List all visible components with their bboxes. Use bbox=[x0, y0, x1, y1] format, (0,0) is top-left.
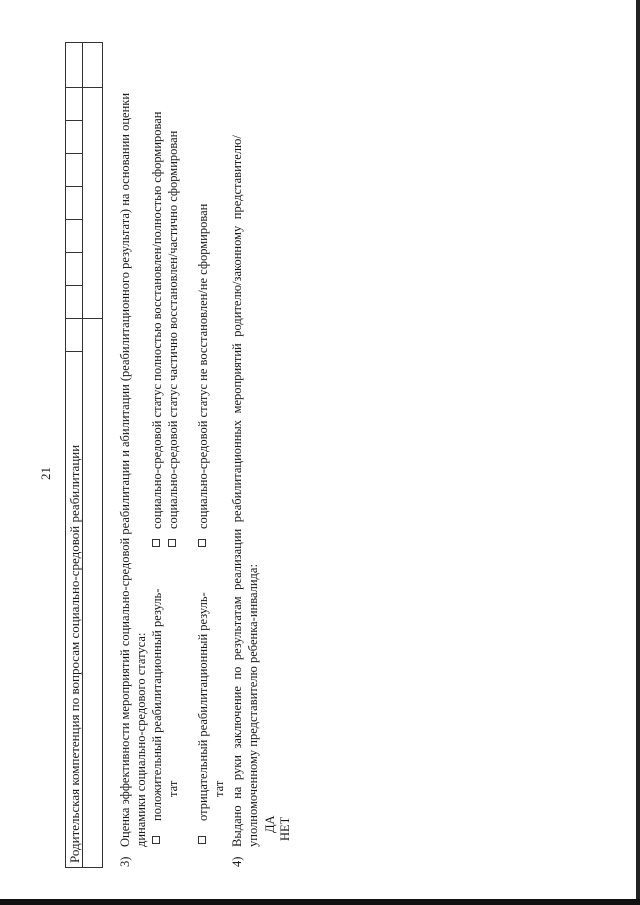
negative-result-label-line2: тат bbox=[212, 780, 226, 797]
competence-header-table bbox=[65, 42, 103, 868]
option-partially-restored-checkbox[interactable] bbox=[168, 539, 176, 547]
header-title: Родительская компетенция по вопросам социально-средовой реабилитации bbox=[67, 444, 82, 863]
page-number: 21 bbox=[38, 467, 53, 480]
header-row-blank bbox=[83, 43, 103, 867]
positive-result-label-line1: положительный реабилитационный резуль- bbox=[150, 588, 164, 821]
answer-yes-label: ДА bbox=[263, 815, 277, 833]
header-cell-blank bbox=[66, 219, 83, 220]
header-cell-blank bbox=[66, 351, 83, 352]
header-cell-blank bbox=[66, 318, 83, 319]
option-fully-restored-label: социально-средовой статус полностью восстановлен/полностью сформирован bbox=[150, 111, 164, 529]
question-4-line1: Выдано на руки заключение по результатам реализации реабилитационных мероприятий родителю/законному представителю/ bbox=[230, 135, 244, 847]
header-cell-blank bbox=[66, 285, 83, 286]
positive-result-checkbox[interactable] bbox=[152, 836, 160, 844]
option-not-restored-label: социально-средовой статус не восстановлен/не сформирован bbox=[196, 203, 210, 529]
answer-no-label: НЕТ bbox=[278, 816, 292, 841]
option-partially-restored-label: социально-средовой статус частично восстановлен/частично сформирован bbox=[166, 130, 180, 529]
negative-result-label-line1: отрицательный реабилитационный резуль- bbox=[196, 592, 210, 821]
header-cell-blank bbox=[66, 87, 83, 88]
question-4-number: 4) bbox=[230, 856, 244, 867]
option-fully-restored-checkbox[interactable] bbox=[152, 539, 160, 547]
header-cell-blank bbox=[66, 186, 83, 187]
positive-result-label-line2: тат bbox=[166, 780, 180, 797]
header-cell-blank bbox=[66, 252, 83, 253]
header-row-title bbox=[66, 43, 83, 867]
question-3-number: 3) bbox=[118, 856, 132, 867]
negative-result-checkbox[interactable] bbox=[198, 836, 206, 844]
question-3-line2: динамики социально-средового статуса: bbox=[134, 632, 148, 847]
header-cell-blank bbox=[66, 153, 83, 154]
page-edge-right bbox=[636, 0, 640, 905]
header-cell-blank bbox=[66, 120, 83, 121]
option-not-restored-checkbox[interactable] bbox=[198, 539, 206, 547]
page-edge-bottom bbox=[0, 899, 640, 905]
header-cell-blank bbox=[83, 87, 103, 88]
question-4-line2: уполномоченному представителю ребенка-инвалида: bbox=[246, 564, 260, 847]
header-cell-blank bbox=[83, 318, 103, 319]
rotated-document-page bbox=[30, 20, 610, 885]
question-3-line1: Оценка эффективности мероприятий социально-средовой реабилитации и абилитации (реабилитационного результата) на основании оценки bbox=[118, 92, 132, 847]
